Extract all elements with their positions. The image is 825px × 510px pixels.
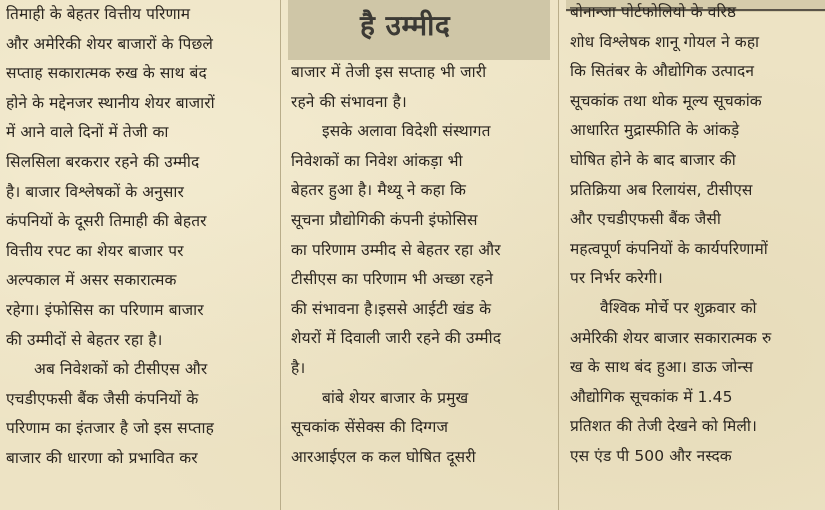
text-line: और अमेरिकी शेयर बाजारों के पिछले — [6, 34, 214, 53]
text-line: आधारित मुद्रास्फीति के आंकड़े — [570, 121, 740, 140]
text-line: सूचना प्रौद्योगिकी कंपनी इंफोसिस — [291, 211, 478, 229]
text-line: वित्तीय रपट का शेयर बाजार पर — [6, 241, 184, 260]
text-line: बेहतर हुआ है। मैथ्यू ने कहा कि — [291, 181, 467, 200]
text-line: सूचकांक सेंसेक्स की दिग्गज — [291, 418, 449, 437]
text-line: होने के मद्देनजर स्थानीय शेयर बाजारों — [6, 93, 215, 112]
text-line: बोनान्जा पोर्टफोलियो के वरिष्ठ — [570, 3, 737, 21]
text-line: एचडीएफसी बैंक जैसी कंपनियों के — [6, 389, 199, 408]
text-line: आरआईएल क कल घोषित दूसरी — [291, 447, 476, 466]
text-line: सप्ताह सकारात्मक रुख के साथ बंद — [6, 64, 207, 83]
text-line: बाजार में तेजी इस सप्ताह भी जारी — [291, 63, 487, 81]
text-line: इसके अलावा विदेशी संस्थागत — [322, 122, 491, 141]
text-line: टीसीएस का परिणाम भी अच्छा रहने — [291, 270, 494, 289]
text-line: की उम्मीदों से बेहतर रहा है। — [6, 330, 163, 349]
article-column-3 — [566, 0, 825, 510]
text-line: है। — [291, 359, 306, 377]
text-line: और एचडीएफसी बैंक जैसी — [570, 210, 721, 229]
text-line: घोषित होने के बाद बाजार की — [570, 151, 736, 169]
text-line: अमेरिकी शेयर बाजार सकारात्मक रु — [570, 328, 772, 347]
text-line: प्रतिशत की तेजी देखने को मिली। — [570, 417, 757, 436]
text-line: रहेगा। इंफोसिस का परिणाम बाजार — [6, 301, 204, 319]
text-line: एस एंड पी 500 और नस्दक — [570, 447, 732, 465]
text-line: है। बाजार विश्लेषकों के अनुसार — [6, 182, 184, 201]
text-line: तिमाही के बेहतर वित्तीय परिणाम — [6, 5, 191, 23]
column-divider — [558, 0, 559, 510]
text-line: महत्वपूर्ण कंपनियों के कार्यपरिणामों — [570, 239, 768, 258]
text-line: अल्पकाल में असर सकारात्मक — [6, 271, 177, 290]
text-line: औद्योगिक सूचकांक में 1.45 — [570, 387, 733, 406]
text-line: कंपनियों के दूसरी तिमाही की बेहतर — [6, 212, 207, 231]
text-line: सूचकांक तथा थोक मूल्य सूचकांक — [570, 91, 762, 110]
text-line: पर निर्भर करेगी। — [570, 269, 663, 288]
text-line: की संभावना है।इससे आईटी खंड के — [291, 299, 492, 318]
text-line: प्रतिक्रिया अब रिलायंस, टीसीएस — [570, 180, 753, 199]
text-line: सिलसिला बरकरार रहने की उम्मीद — [6, 153, 200, 171]
text-line: का परिणाम उम्मीद से बेहतर रहा और — [291, 240, 501, 259]
article-column-2 — [288, 0, 550, 510]
text-line: अब निवेशकों को टीसीएस और — [34, 360, 208, 379]
column-divider — [280, 0, 281, 510]
text-line: परिणाम का इंतजार है जो इस सप्ताह — [6, 419, 214, 438]
headline-text: है उम्मीद — [360, 9, 451, 42]
text-line: वैश्विक मोर्चे पर शुक्रवार को — [600, 299, 757, 317]
text-line: बाजार की धारणा को प्रभावित कर — [6, 449, 198, 467]
text-line: बांबे शेयर बाजार के प्रमुख — [322, 388, 469, 407]
text-line: शोध विश्लेषक शानू गोयल ने कहा — [570, 32, 760, 51]
text-line: में आने वाले दिनों में तेजी का — [6, 123, 169, 142]
text-line: निवेशकों का निवेश आंकड़ा भी — [291, 151, 463, 170]
text-line: शेयरों में दिवाली जारी रहने की उम्मीद — [291, 329, 502, 348]
text-line: रहने की संभावना है। — [291, 92, 407, 111]
article-column-1 — [0, 0, 272, 510]
text-line: ख के साथ बंद हुआ। डाऊ जोन्स — [570, 358, 754, 377]
text-line: कि सितंबर के औद्योगिक उत्पादन — [570, 62, 755, 81]
